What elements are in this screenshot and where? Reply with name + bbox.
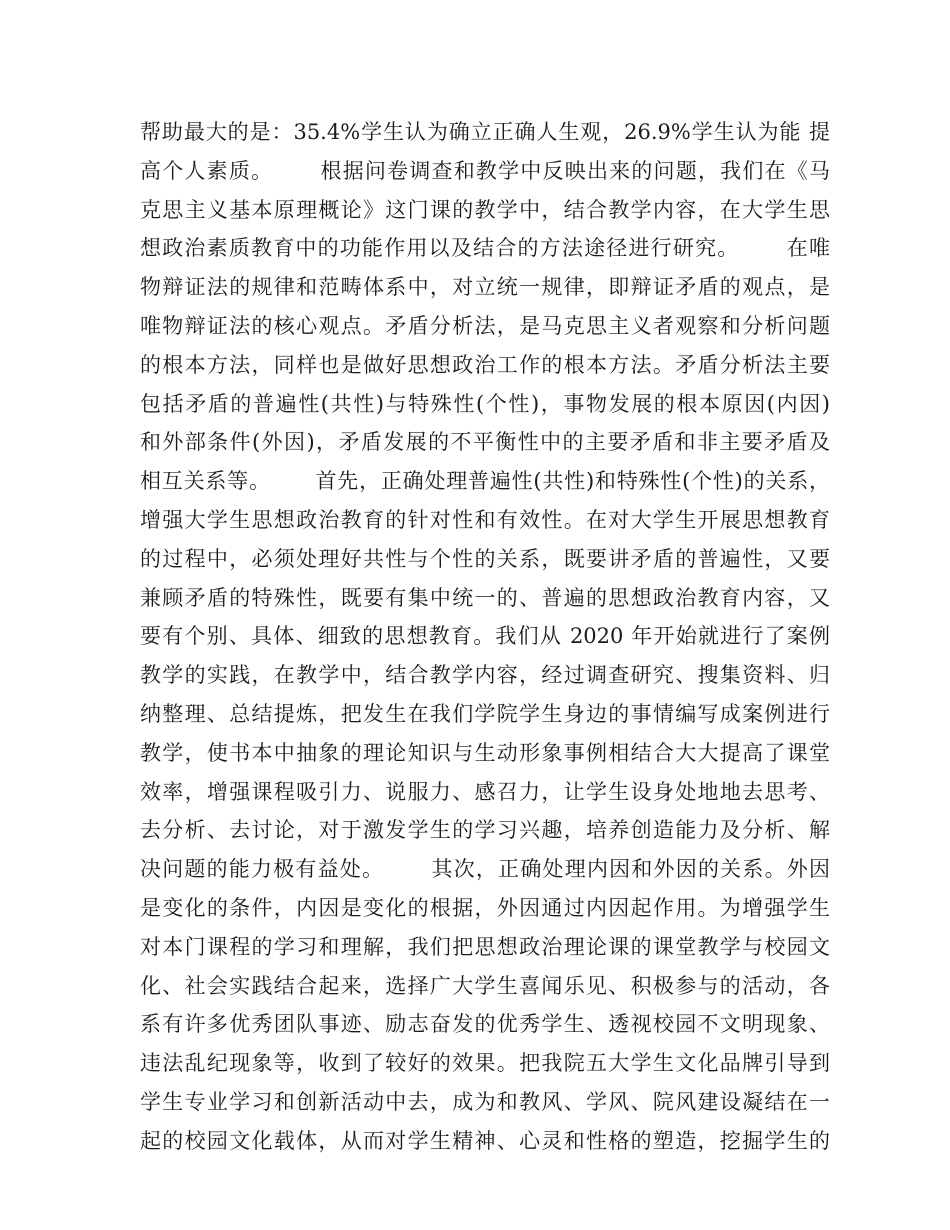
text-line: 克思主义基本原理概论》这门课的教学中，结合教学内容，在大学生思 — [140, 197, 830, 222]
text-line: 决问题的能力极有益处。 其次，正确处理内因和外因的关系。外因 — [140, 857, 830, 882]
text-line: 高个人素质。 根据问卷调查和教学中反映出来的问题，我们在《马 — [140, 158, 830, 183]
text-line: 教学的实践，在教学中，结合教学内容，经过调查研究、搜集资料、归 — [140, 663, 830, 688]
text-line: 是变化的条件，内因是变化的根据，外因通过内因起作用。为增强学生 — [140, 895, 830, 920]
text-line: 增强大学生思想政治教育的针对性和有效性。在对大学生开展思想教育 — [140, 507, 830, 532]
text-line: 唯物辩证法的核心观点。矛盾分析法，是马克思主义者观察和分析问题 — [140, 313, 830, 338]
text-line: 违法乱纪现象等，收到了较好的效果。把我院五大学生文化品牌引导到 — [140, 1051, 830, 1076]
text-line: 的过程中，必须处理好共性与个性的关系，既要讲矛盾的普遍性，又要 — [140, 546, 830, 571]
text-line: 想政治素质教育中的功能作用以及结合的方法途径进行研究。 在唯 — [140, 236, 830, 261]
body-text — [140, 113, 830, 1161]
text-line: 化、社会实践结合起来，选择广大学生喜闻乐见、积极参与的活动，各 — [140, 973, 830, 998]
text-line: 帮助最大的是：35.4%学生认为确立正确人生观，26.9%学生认为能 提 — [140, 120, 830, 144]
text-line: 包括矛盾的普遍性(共性)与特殊性(个性)，事物发展的根本原因(内因) — [140, 391, 830, 416]
text-line: 对本门课程的学习和理解，我们把思想政治理论课的课堂教学与校园文 — [140, 934, 830, 959]
text-line: 要有个别、具体、细致的思想教育。我们从 2020 年开始就进行了案例 — [140, 624, 830, 649]
text-line: 的根本方法，同样也是做好思想政治工作的根本方法。矛盾分析法主要 — [140, 352, 830, 377]
text-line: 和外部条件(外因)，矛盾发展的不平衡性中的主要矛盾和非主要矛盾及 — [140, 430, 830, 455]
text-line: 物辩证法的规律和范畴体系中，对立统一规律，即辩证矛盾的观点，是 — [140, 275, 830, 300]
text-line: 起的校园文化载体，从而对学生精神、心灵和性格的塑造，挖掘学生的 — [140, 1128, 830, 1153]
text-line: 学生专业学习和创新活动中去，成为和教风、学风、院风建设凝结在一 — [140, 1089, 830, 1114]
text-line: 效率，增强课程吸引力、说服力、感召力，让学生设身处地地去思考、 — [140, 779, 830, 804]
text-line: 教学，使书本中抽象的理论知识与生动形象事例相结合大大提高了课堂 — [140, 740, 830, 765]
text-line: 相互关系等。 首先，正确处理普遍性(共性)和特殊性(个性)的关系， — [140, 469, 830, 494]
text-line: 去分析、去讨论，对于激发学生的学习兴趣，培养创造能力及分析、解 — [140, 818, 830, 843]
text-line: 兼顾矛盾的特殊性，既要有集中统一的、普遍的思想政治教育内容，又 — [140, 585, 830, 610]
text-line: 系有许多优秀团队事迹、励志奋发的优秀学生、透视校园不文明现象、 — [140, 1012, 830, 1037]
text-line: 纳整理、总结提炼，把发生在我们学院学生身边的事情编写成案例进行 — [140, 701, 830, 726]
